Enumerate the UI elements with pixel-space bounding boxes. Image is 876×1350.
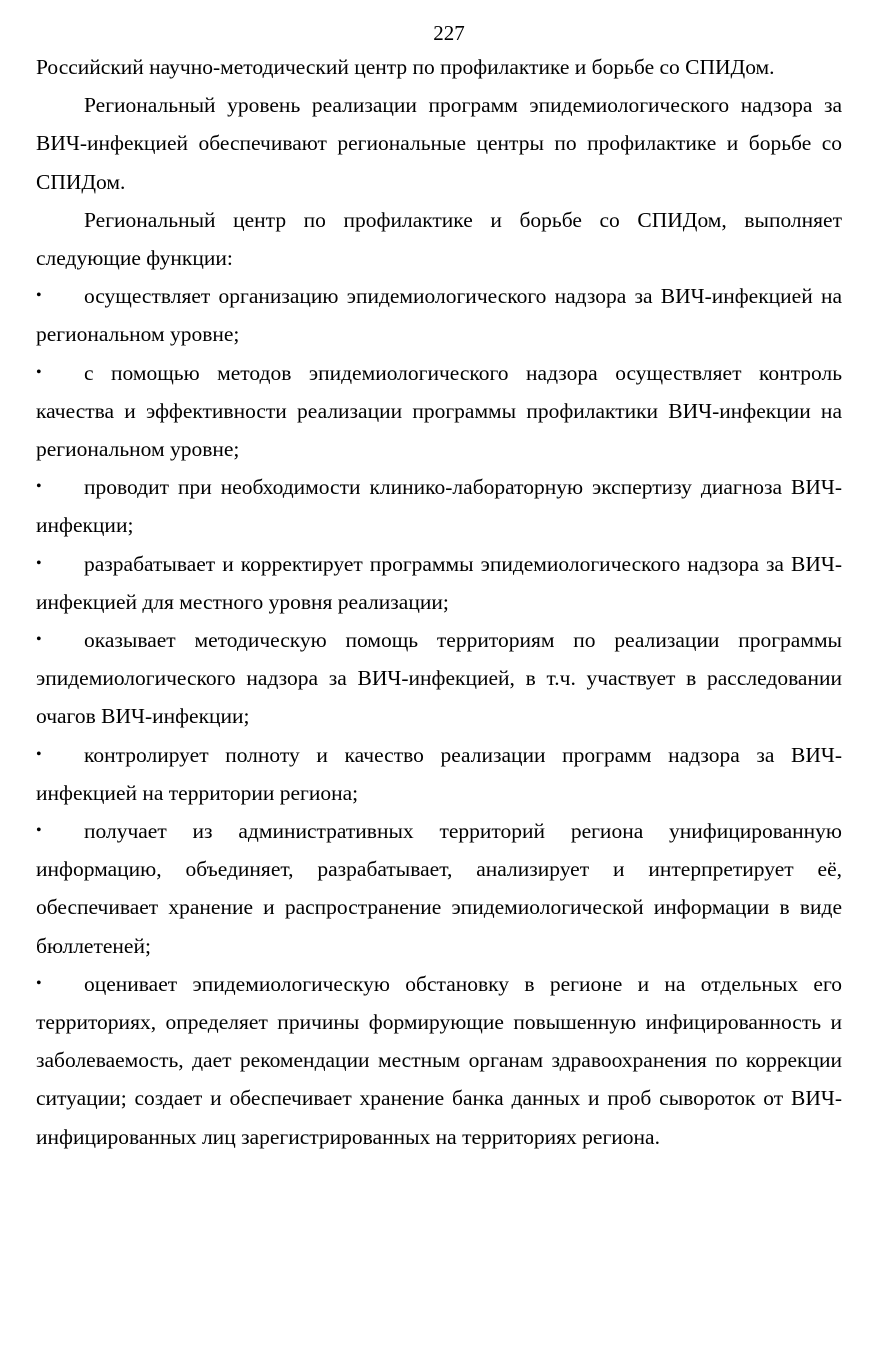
paragraph-regional-level: Региональный уровень реализации программ эпидемиологического надзора за ВИЧ-инфекцией обеспечивают региональные центры по профилактике и борьбе со СПИДом. — [36, 93, 842, 194]
paragraph-functions-intro: Региональный центр по профилактике и борьбе со СПИДом, выполняет следующие функции: — [36, 207, 842, 271]
bullet-mark: • — [36, 287, 42, 305]
bullet-item — [36, 354, 842, 469]
bullet-mark: • — [36, 631, 42, 649]
bullet-item — [36, 277, 842, 353]
bullet-mark: • — [36, 822, 42, 840]
bullet-text: с помощью методов эпидемиологического надзора осуществляет контроль качества и эффективности реализации программы профилактики ВИЧ-инфекции на региональном уровне; — [36, 360, 842, 462]
bullet-item — [36, 736, 842, 812]
page-number: 227 — [433, 21, 465, 45]
bullet-item — [36, 545, 842, 621]
bullet-text: осуществляет организацию эпидемиологического надзора за ВИЧ-инфекцией на региональном уровне; — [36, 284, 842, 347]
bullet-text: оценивает эпидемиологическую обстановку в регионе и на отдельных его территориях, определяет причины формирующие повышенную инфицированность и заболеваемость, дает рекомендации местным органам здравоохранения по коррекции ситуации; создает и обеспечивает хранение банка данных и проб сывороток от ВИЧ-инфицированных лиц зарегистрированных на территориях региона. — [36, 971, 842, 1149]
document-body — [36, 48, 842, 1156]
bullet-item — [36, 468, 842, 544]
bullet-text: контролирует полноту и качество реализации программ надзора за ВИЧ-инфекцией на территории региона; — [36, 742, 842, 805]
bullet-mark: • — [36, 363, 42, 381]
paragraph-continuation: Российский научно-методический центр по профилактике и борьбе со СПИДом. — [36, 55, 775, 79]
bullet-item — [36, 812, 842, 965]
bullet-mark: • — [36, 974, 42, 992]
bullet-text: получает из административных территорий региона унифицированную информацию, объединяет, разрабатывает, анализирует и интерпретирует её, обеспечивает хранение и распространение эпидемиологической информации в виде бюллетеней; — [36, 819, 842, 958]
bullet-text: проводит при необходимости клинико-лабораторную экспертизу диагноза ВИЧ-инфекции; — [36, 475, 842, 538]
bullet-mark: • — [36, 478, 42, 496]
bullet-mark: • — [36, 745, 42, 763]
bullet-text: оказывает методическую помощь территориям по реализации программы эпидемиологического надзора за ВИЧ-инфекцией, в т.ч. участвует в расследовании очагов ВИЧ-инфекции; — [36, 628, 842, 729]
bullet-item — [36, 965, 842, 1156]
bullet-item — [36, 621, 842, 736]
bullet-text: разрабатывает и корректирует программы эпидемиологического надзора за ВИЧ-инфекцией для местного уровня реализации; — [36, 551, 842, 614]
document-page — [36, 18, 842, 1156]
bullet-mark: • — [36, 554, 42, 572]
